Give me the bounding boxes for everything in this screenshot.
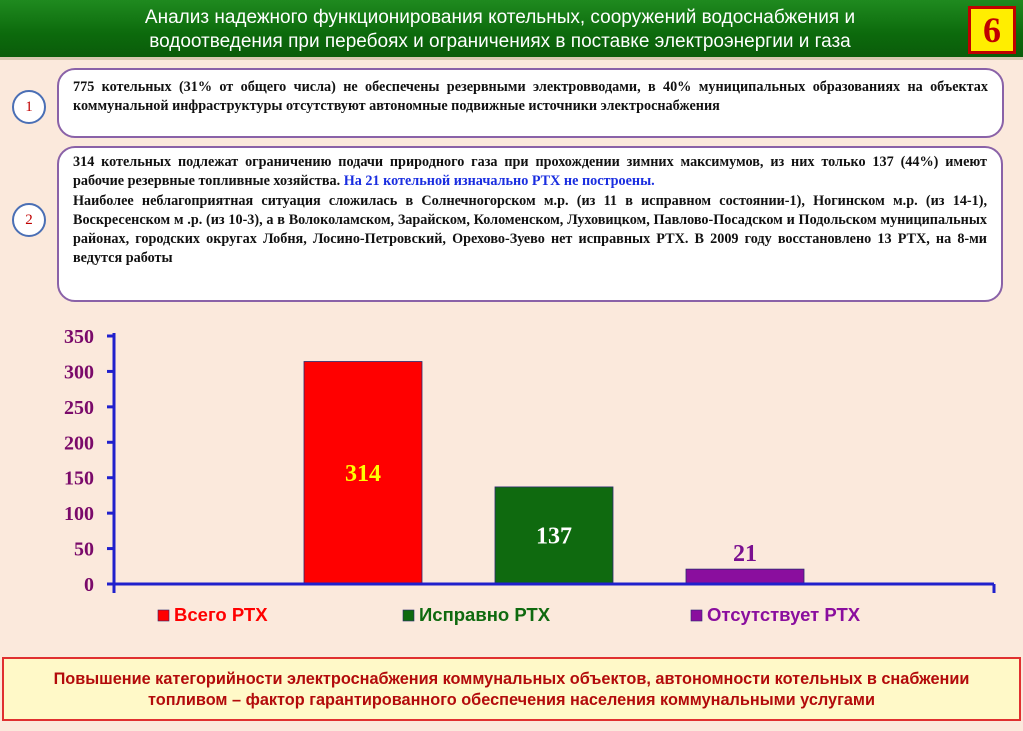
info-box-2-text-part1: 314 котельных подлежат ограничению подачи природного газа при прохождении зимних максимумов, из них только 137 (44%) имеют рабочие резервные топливные хозяйства. [73, 154, 987, 190]
y-tick-label: 0 [84, 574, 94, 596]
bar-chart [0, 318, 1023, 648]
y-tick-label: 300 [64, 361, 94, 384]
title-bar [0, 0, 1023, 60]
item-number-2: 2 [12, 203, 46, 237]
data-label: 314 [345, 460, 381, 487]
y-tick-label: 50 [74, 538, 94, 561]
item-number-1: 1 [12, 90, 46, 124]
info-box-2-highlight: На 21 котельной изначально РТХ не построены. [343, 173, 655, 190]
legend-swatch [691, 610, 702, 621]
info-box-2-text-part2: Наиболее неблагоприятная ситуация сложилась в Солнечногорском м.р. (из 11 в исправном состоянии-1), Ногинском м.р. (из 14-1), Воскресенском м .р. (из 10-3), а в Волоколамском, Зарайском, Коломенском, Луховицком, Павлово-Посадском и Подольском муниципальных районах, городских округах Лобня, Лосино-Петровский, Орехово-Зуево нет исправных РТХ. В 2009 году восстановлено 13 РТХ, на 8-ми ведутся работы [73, 192, 987, 267]
slide-title-line1: Анализ надежного функционирования котельных, сооружений водоснабжения и [144, 7, 856, 28]
legend-label: Исправно РТХ [419, 604, 551, 625]
legend-swatch [158, 610, 169, 621]
y-tick-label: 350 [64, 326, 94, 348]
slide-number-badge: 6 [968, 6, 1016, 54]
y-tick-label: 250 [64, 396, 94, 419]
footer-text-line1: Повышение категорийности электроснабжения коммунальных объектов, автономности котельных в снабжении [53, 670, 970, 688]
y-tick-label: 200 [64, 432, 94, 455]
data-label: 137 [536, 523, 572, 550]
legend-label: Отсутствует РТХ [707, 604, 861, 625]
info-box-1-text: 775 котельных (31% от общего числа) не обеспечены резервными электровводами, в 40% муниципальных образованиях на объектах коммунальной инфраструктуры отсутствуют автономные подвижные источники электроснабжения [73, 79, 988, 115]
bar [686, 569, 804, 584]
chart-layer [64, 326, 994, 625]
legend-swatch [403, 610, 414, 621]
footer-text-line2: топливом – фактор гарантированного обеспечения населения коммунальными услугами [148, 691, 875, 709]
info-box-2 [57, 146, 1003, 302]
data-label: 21 [733, 541, 757, 568]
y-tick-label: 150 [64, 467, 94, 490]
slide-title-line2: водоотведения при перебоях и ограничениях в поставке электроэнергии и газа [149, 31, 851, 52]
legend-label: Всего РТХ [174, 604, 268, 625]
slide-title [60, 6, 940, 54]
footer-banner [2, 657, 1021, 721]
info-box-1 [57, 68, 1004, 138]
y-tick-label: 100 [64, 503, 94, 526]
